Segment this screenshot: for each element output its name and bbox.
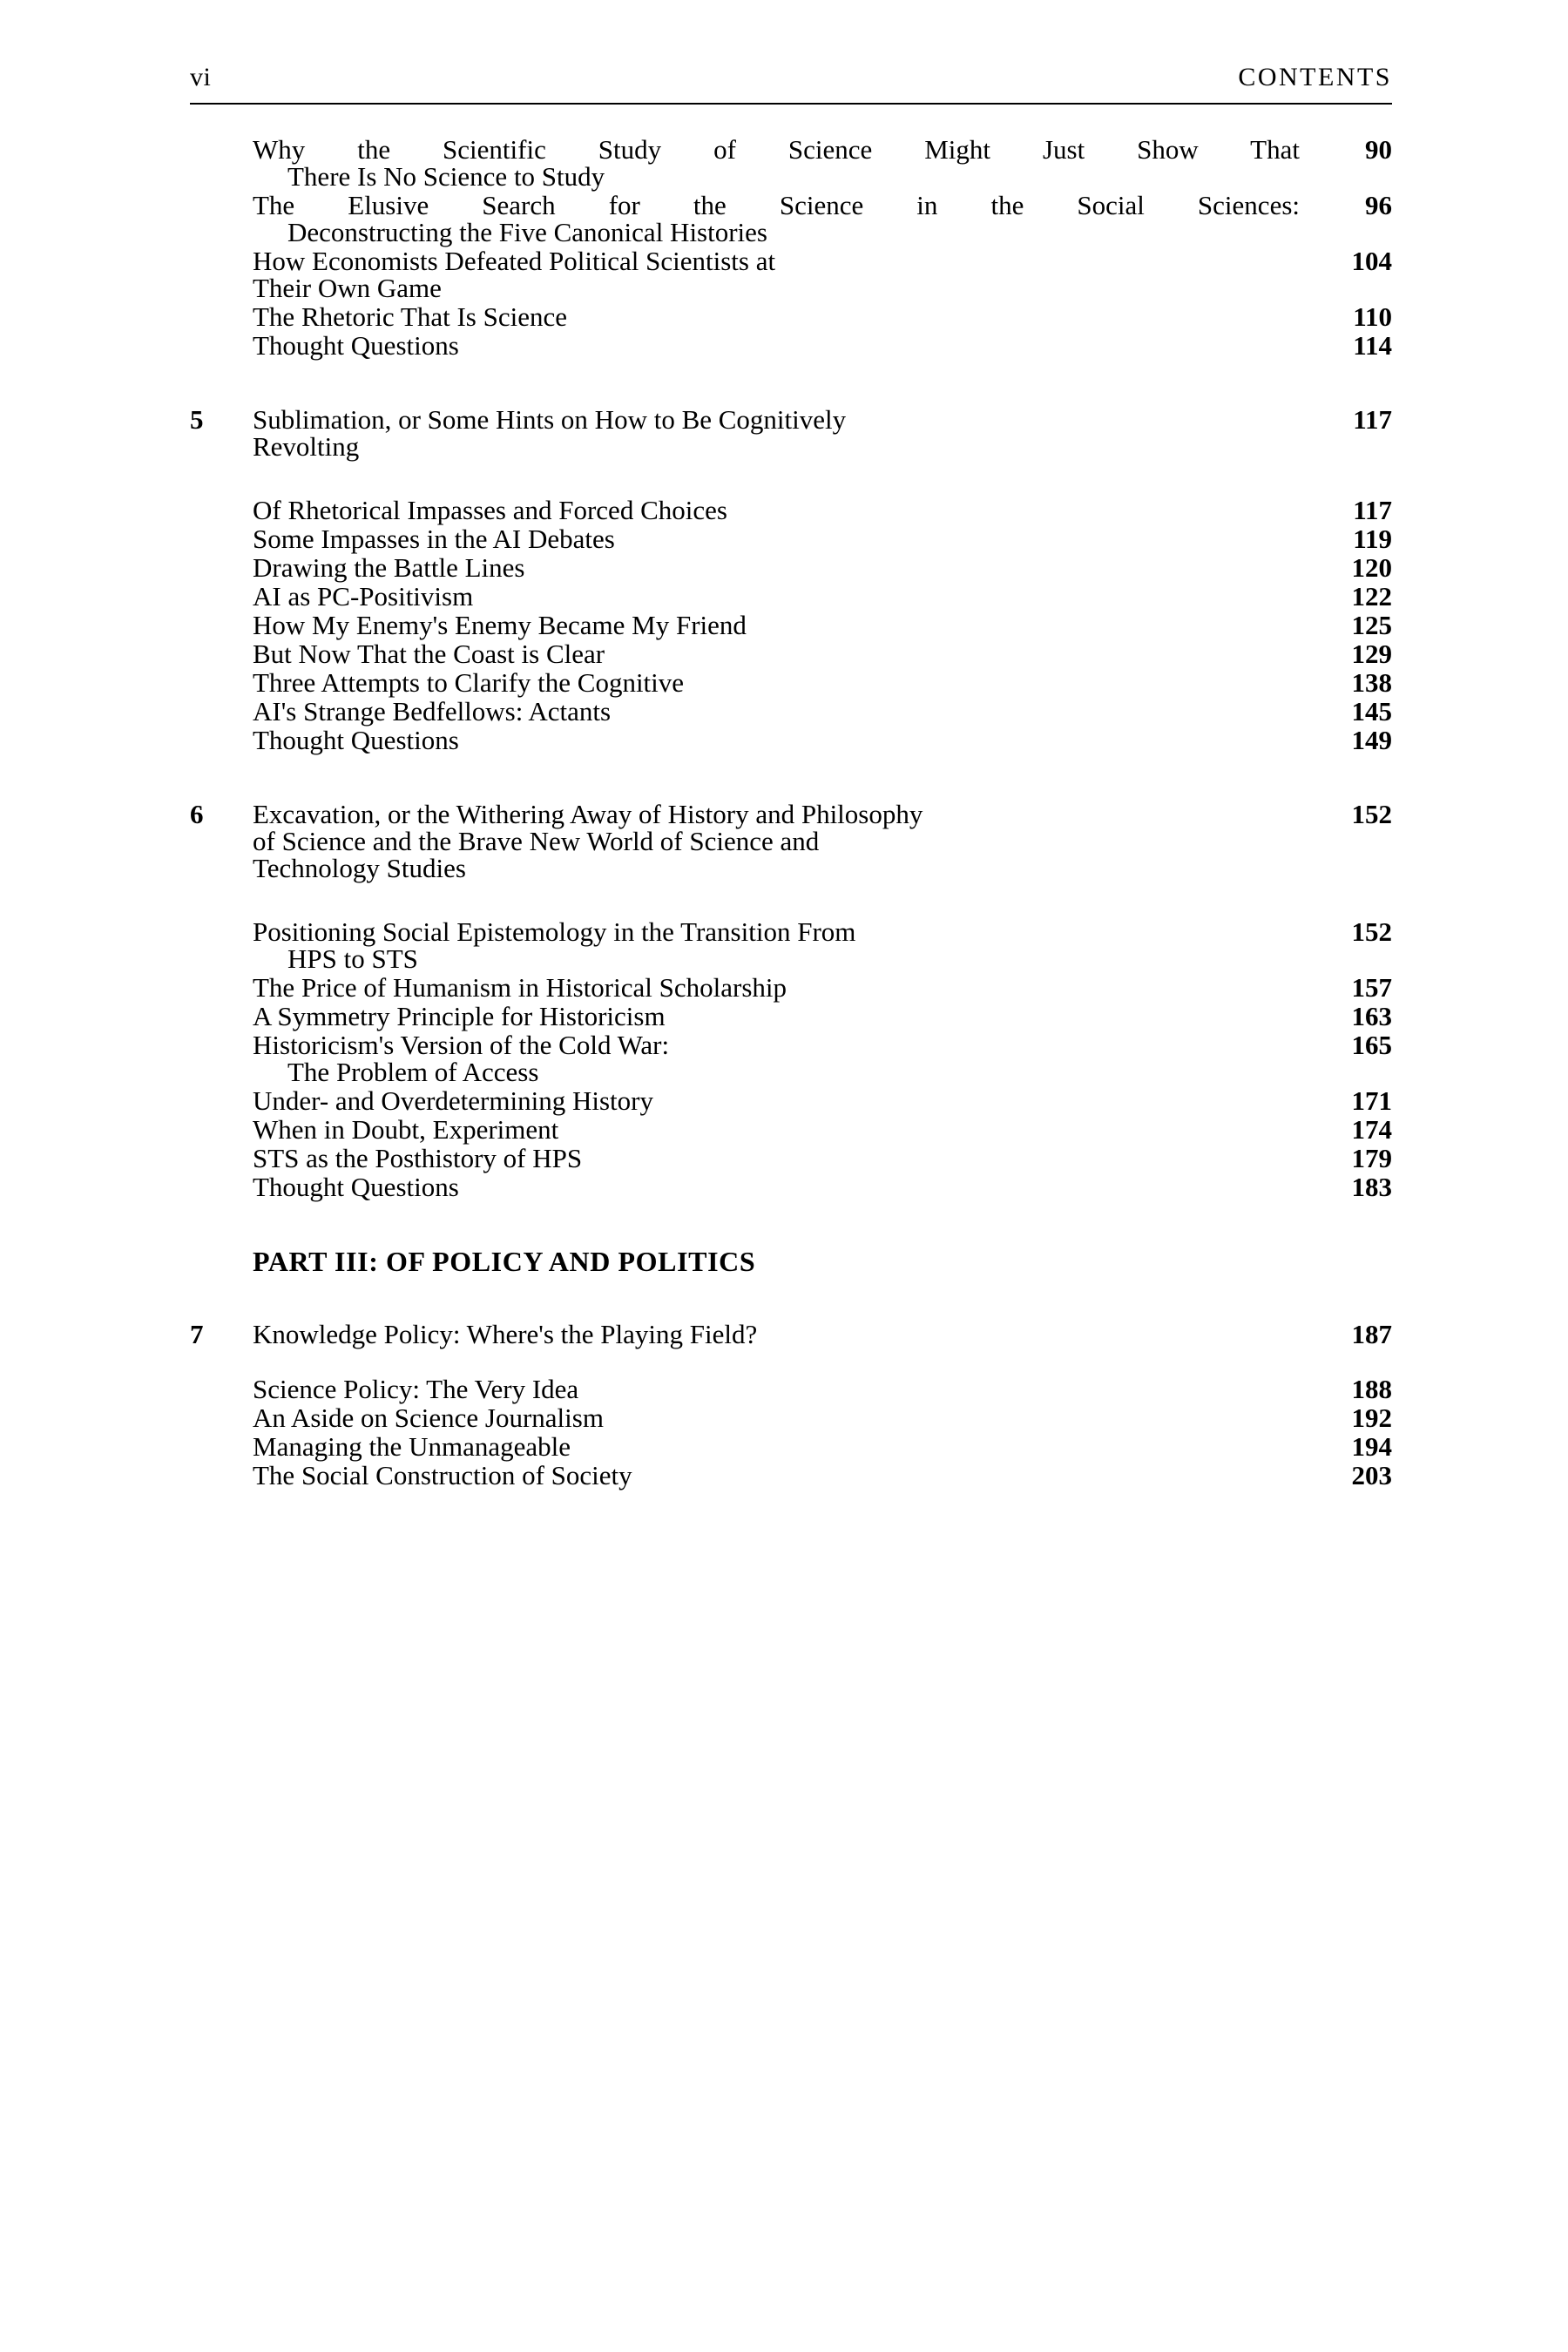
chapter-number: 5 (190, 404, 204, 435)
toc-entry-line: Deconstructing the Five Canonical Histories (287, 217, 767, 247)
toc-entry[interactable] (253, 1462, 1392, 1489)
toc-entry-title: An Aside on Science Journalism (253, 1402, 604, 1433)
toc-entry[interactable] (253, 727, 1392, 754)
toc-entry-title: AI's Strange Bedfellows: Actants (253, 696, 612, 727)
toc-entry-page: 110 (1353, 301, 1392, 332)
toc-entry-page: 117 (1353, 495, 1392, 525)
toc-entry-title: Thought Questions (253, 725, 459, 755)
toc-entry[interactable] (253, 612, 1392, 639)
toc-entry-title (253, 332, 1317, 359)
toc-entry-page: 149 (1351, 725, 1392, 755)
toc-entry[interactable] (253, 1173, 1392, 1200)
running-head (190, 63, 1392, 103)
table-of-contents (190, 136, 1392, 1489)
chapter-number: 6 (190, 799, 204, 829)
chapter-title-line: Revolting (253, 431, 360, 462)
chapter-title-line: Knowledge Policy: Where's the Playing Field? (253, 1319, 758, 1349)
toc-entry-line: The Elusive Search for the Science in the Social Sciences: (253, 190, 1300, 220)
toc-entry-page: 157 (1351, 972, 1392, 1003)
toc-entry-title: Three Attempts to Clarify the Cognitive (253, 667, 685, 698)
toc-entry-page: 104 (1351, 246, 1392, 276)
toc-entry-page: 119 (1353, 524, 1392, 554)
toc-entry-page: 145 (1351, 696, 1392, 727)
toc-entry-title: Historicism's Version of the Cold War: The Problem of Access (253, 1030, 670, 1087)
toc-entry[interactable] (253, 1145, 1392, 1172)
toc-entry-page: 171 (1351, 1085, 1392, 1116)
toc-entry[interactable] (253, 640, 1392, 667)
toc-entry-title: Positioning Social Epistemology in the Transition From HPS to STS (253, 916, 856, 974)
toc-entry-line: The Rhetoric That Is Science (253, 301, 567, 332)
toc-entry[interactable] (253, 918, 1392, 972)
toc-entry-title: Some Impasses in the AI Debates (253, 524, 615, 554)
toc-entry-title: How My Enemy's Enemy Became My Friend (253, 610, 747, 640)
running-head-title: CONTENTS (1238, 63, 1392, 91)
toc-entry-title: A Symmetry Principle for Historicism (253, 1001, 666, 1031)
toc-entry[interactable] (253, 698, 1392, 725)
toc-entry-title: Of Rhetorical Impasses and Forced Choices (253, 495, 727, 525)
page-content (190, 63, 1392, 1490)
toc-entry-line: How Economists Defeated Political Scientists at (253, 246, 776, 276)
toc-entry-line: Thought Questions (253, 330, 459, 361)
continued-subentries (190, 136, 1392, 359)
toc-entry-title: STS as the Posthistory of HPS (253, 1143, 583, 1173)
toc-entry-title: Science Policy: The Very Idea (253, 1374, 579, 1404)
chapter-7-subentries (190, 1375, 1392, 1489)
chapter-title (253, 1321, 1317, 1348)
toc-entry-title (253, 247, 1317, 301)
chapter-title-line: Technology Studies (253, 853, 466, 883)
chapter-title-line: Sublimation, or Some Hints on How to Be Cognitively (253, 404, 847, 435)
chapter-page: 117 (1353, 404, 1392, 435)
toc-entry-title: When in Doubt, Experiment (253, 1114, 559, 1145)
chapter-title-line: Excavation, or the Withering Away of History and Philosophy (253, 799, 923, 829)
toc-entry-page: 188 (1351, 1374, 1392, 1404)
toc-entry-title: The Price of Humanism in Historical Scholarship (253, 972, 787, 1003)
toc-entry-page: 96 (1365, 190, 1392, 220)
toc-entry-page: 163 (1351, 1001, 1392, 1031)
toc-entry[interactable] (253, 497, 1392, 524)
header-rule (190, 103, 1392, 105)
toc-entry-page: 90 (1365, 134, 1392, 165)
toc-entry[interactable] (253, 669, 1392, 696)
toc-entry-title: The Social Construction of Society (253, 1460, 632, 1490)
toc-entry-line: Their Own Game (253, 273, 442, 303)
chapter-title (253, 801, 1317, 882)
chapter-number: 7 (190, 1319, 204, 1349)
toc-entry-page: 138 (1351, 667, 1392, 698)
toc-entry[interactable] (253, 1433, 1392, 1460)
toc-entry-title: Drawing the Battle Lines (253, 552, 525, 583)
toc-entry-title (253, 136, 1317, 190)
toc-entry-title: Managing the Unmanageable (253, 1431, 571, 1462)
toc-entry-title (253, 303, 1317, 330)
toc-entry-page: 183 (1351, 1172, 1392, 1202)
chapter-entry-6[interactable] (190, 801, 1392, 882)
toc-entry-page: 129 (1351, 639, 1392, 669)
toc-entry[interactable] (253, 554, 1392, 581)
toc-entry[interactable] (253, 583, 1392, 610)
toc-entry-page: 120 (1351, 552, 1392, 583)
chapter-page: 187 (1351, 1319, 1392, 1349)
toc-entry-page: 192 (1351, 1402, 1392, 1433)
chapter-6-subentries (190, 918, 1392, 1200)
toc-entry-page: 203 (1351, 1460, 1392, 1490)
toc-entry[interactable] (253, 1404, 1392, 1431)
toc-entry-page: 179 (1351, 1143, 1392, 1173)
toc-entry-title (253, 192, 1317, 246)
toc-entry[interactable] (253, 1003, 1392, 1030)
toc-entry-line: Why the Scientific Study of Science Might Just Show That (253, 134, 1300, 165)
chapter-entry-7[interactable] (190, 1321, 1392, 1348)
toc-entry[interactable] (253, 974, 1392, 1001)
toc-entry[interactable] (253, 1375, 1392, 1402)
toc-entry-page: 174 (1351, 1114, 1392, 1145)
toc-entry-page: 125 (1351, 610, 1392, 640)
chapter-page: 152 (1351, 799, 1392, 829)
toc-entry-title: Thought Questions (253, 1172, 459, 1202)
toc-entry-title: AI as PC-Positivism (253, 581, 474, 612)
toc-entry[interactable] (253, 525, 1392, 552)
toc-entry[interactable] (253, 1031, 1392, 1085)
chapter-title (253, 406, 1317, 460)
toc-entry[interactable] (253, 1087, 1392, 1114)
chapter-title-line: of Science and the Brave New World of Science and (253, 826, 820, 856)
toc-entry-page: 114 (1353, 330, 1392, 361)
toc-entry-page: 194 (1351, 1431, 1392, 1462)
toc-entry[interactable] (253, 303, 1392, 330)
toc-entry-page: 165 (1351, 1030, 1392, 1060)
toc-entry[interactable] (253, 192, 1392, 246)
toc-entry[interactable] (253, 332, 1392, 359)
toc-entry-page: 152 (1351, 916, 1392, 947)
toc-entry[interactable] (253, 136, 1392, 190)
toc-entry[interactable] (253, 1116, 1392, 1143)
page-folio: vi (190, 63, 212, 91)
chapter-entry-5[interactable] (190, 406, 1392, 460)
toc-entry-line: There Is No Science to Study (287, 161, 605, 192)
toc-entry[interactable] (253, 247, 1392, 301)
chapter-5-subentries (190, 497, 1392, 754)
toc-entry-title: But Now That the Coast is Clear (253, 639, 605, 669)
part-heading: PART III: OF POLICY AND POLITICS (253, 1246, 756, 1277)
toc-entry-title: Under- and Overdetermining History (253, 1085, 653, 1116)
toc-entry-page: 122 (1351, 581, 1392, 612)
